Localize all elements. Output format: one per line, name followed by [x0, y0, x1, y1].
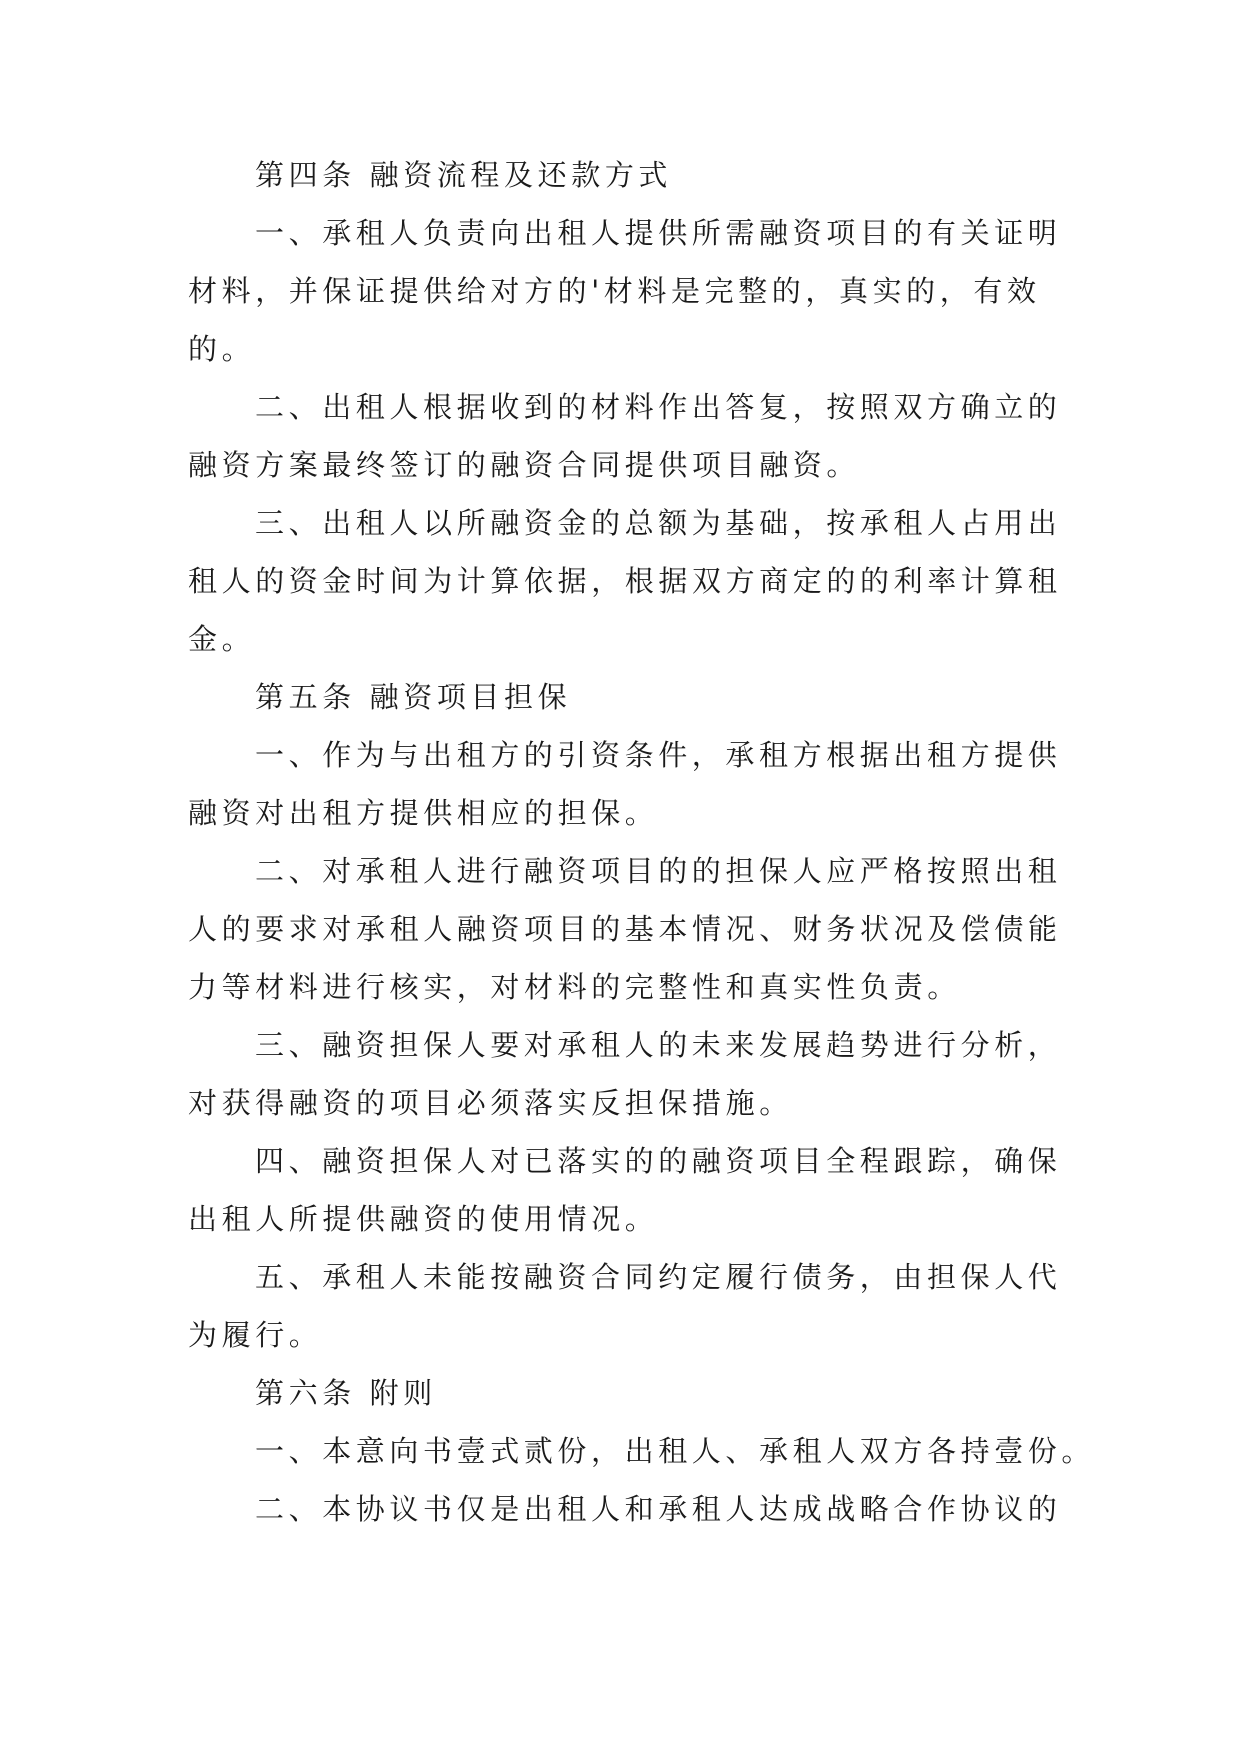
paragraph-line: 二、出租人根据收到的材料作出答复，按照双方确立的 — [255, 390, 1062, 424]
paragraph-line: 四、融资担保人对已落实的的融资项目全程跟踪，确保 — [255, 1144, 1062, 1178]
paragraph-line: 一、承租人负责向出租人提供所需融资项目的有关证明 — [255, 216, 1062, 250]
paragraph-line: 二、对承租人进行融资项目的的担保人应严格按照出租 — [255, 854, 1062, 888]
paragraph-line: 金。 — [188, 622, 256, 656]
paragraph-line: 人的要求对承租人融资项目的基本情况、财务状况及偿债能 — [188, 912, 1062, 946]
paragraph-line: 二、本协议书仅是出租人和承租人达成战略合作协议的 — [255, 1492, 1062, 1526]
paragraph-line: 租人的资金时间为计算依据，根据双方商定的的利率计算租 — [188, 564, 1062, 598]
paragraph-line: 力等材料进行核实，对材料的完整性和真实性负责。 — [188, 970, 961, 1004]
paragraph-line: 为履行。 — [188, 1318, 323, 1352]
paragraph-line: 三、出租人以所融资金的总额为基础，按承租人占用出 — [255, 506, 1062, 540]
paragraph-line: 对获得融资的项目必须落实反担保措施。 — [188, 1086, 793, 1120]
paragraph-line: 出租人所提供融资的使用情况。 — [188, 1202, 659, 1236]
paragraph-line: 一、作为与出租方的引资条件，承租方根据出租方提供 — [255, 738, 1062, 772]
paragraph-line: 一、本意向书壹式贰份，出租人、承租人双方各持壹份。 — [255, 1434, 1096, 1468]
paragraph-line: 融资对出租方提供相应的担保。 — [188, 796, 659, 830]
paragraph-line: 三、融资担保人要对承租人的未来发展趋势进行分析， — [255, 1028, 1062, 1062]
paragraph-line: 五、承租人未能按融资合同约定履行债务，由担保人代 — [255, 1260, 1062, 1294]
article-heading: 第五条 融资项目担保 — [255, 680, 572, 714]
paragraph-line: 材料，并保证提供给对方的'材料是完整的，真实的，有效 — [188, 274, 1041, 308]
paragraph-line: 的。 — [188, 332, 256, 366]
article-heading: 第六条 附则 — [255, 1376, 437, 1410]
paragraph-line: 融资方案最终签订的融资合同提供项目融资。 — [188, 448, 861, 482]
article-heading: 第四条 融资流程及还款方式 — [255, 158, 673, 192]
document-body — [188, 155, 1096, 1547]
